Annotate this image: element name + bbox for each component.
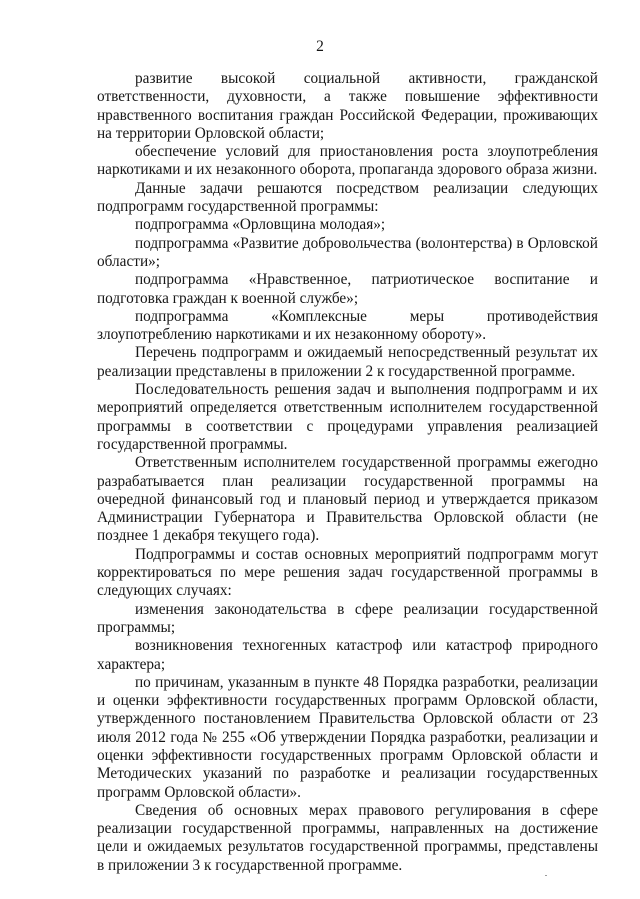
paragraph-case-procedure: по причинам, указанным в пункте 48 Порядка разработки, реализации и оценки эффективности государственных программ Орловской области, утвержденного постановлением Правительства Орловской области от 23 июля 2012 года № 255 «Об утверждении Порядка разработки, реализации и оценки эффективности государственных программ Орловской области и Методических указаний по разработке и реализации государственных программ Орловской области». [97,673,598,801]
paragraph-subprogram-anti-drug: подпрограмма «Комплексные меры противодействия злоупотреблению наркотиками и их незаконному обороту». [97,307,598,344]
paragraph-case-legislation: изменения законодательства в сфере реализации государственной программы; [97,600,598,636]
paragraph-subprogram-volunteering: подпрограмма «Развитие добровольчества (волонтерства) в Орловской области»; [97,234,598,270]
paragraph-subprograms-intro: Данные задачи решаются посредством реализации следующих подпрограмм государственной программы: [97,179,598,216]
paragraph-adjustment-cases: Подпрограммы и состав основных мероприятий подпрограмм могут корректироваться по мере решения задач государственной программы в следующих случаях: [97,545,598,600]
paragraph-civic-activity: развитие высокой социальной активности, гражданской ответственности, духовности, а также повышение эффективности нравственного воспитания граждан Российской Федерации, проживающих на территории Орловской области; [97,70,598,142]
paragraph-subprogram-patriotic: подпрограмма «Нравственное, патриотическое воспитание и подготовка граждан к военной службе»; [97,271,598,307]
paragraph-subprogram-list-reference: Перечень подпрограмм и ожидаемый непосредственный результат их реализации представлены в приложении 2 к государственной программе. [97,344,598,380]
scan-speck [545,875,547,876]
page-number: 2 [316,38,324,55]
paragraph-implementation-sequence: Последовательность решения задач и выполнения подпрограмм и их мероприятий определяется ответственным исполнителем государственной программы в соответствии с процедурами управления реализацией государственной программы. [97,381,598,453]
document-body [97,70,598,875]
paragraph-subprogram-youth: подпрограмма «Орловщина молодая»; [135,216,386,234]
paragraph-legal-regulation: Сведения об основных мерах правового регулирования в сфере реализации государственной программы, направленных на достижение цели и ожидаемых результатов государственной программы, представлены в приложении 3 к государственной программе. [97,801,598,874]
paragraph-case-disasters: возникновения техногенных катастроф или катастроф природного характера; [97,637,598,673]
paragraph-annual-plan: Ответственным исполнителем государственной программы ежегодно разрабатывается план реализации государственной программы на очередной финансовый год и плановый период и утверждается приказом Администрации Губернатора и Правительства Орловской области (не позднее 1 декабря текущего года). [97,454,598,545]
paragraph-drug-prevention-goal: обеспечение условий для приостановления роста злоупотребления наркотиками и их незаконного оборота, пропаганда здорового образа жизни. [97,143,598,179]
